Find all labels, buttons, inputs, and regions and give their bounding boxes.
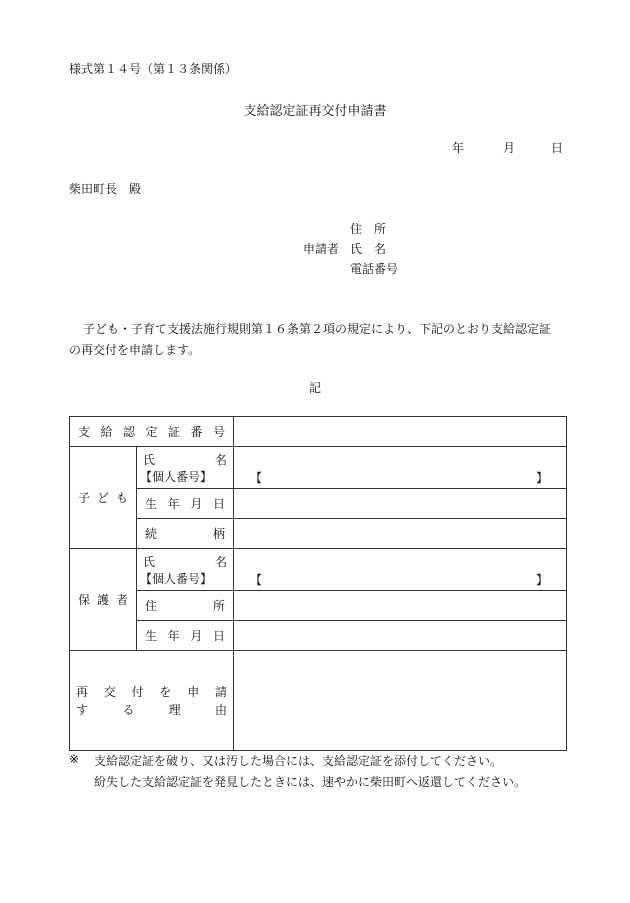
guardian-address-field[interactable] <box>234 591 567 621</box>
child-name-label-cell <box>137 447 234 489</box>
cert-number-label-cell <box>70 417 234 447</box>
guardian-name-label: 氏 名 <box>143 554 228 569</box>
child-mynumber-field[interactable]: 【 】 <box>250 471 548 485</box>
application-table <box>69 416 567 751</box>
document-title: 支給認定証再交付申請書 <box>243 104 387 119</box>
child-relation-label-cell <box>137 519 234 549</box>
addressee: 柴田町長 殿 <box>69 182 142 196</box>
child-name-field[interactable] <box>234 447 567 489</box>
child-relation-field[interactable] <box>234 519 567 549</box>
cert-number-field[interactable] <box>234 417 567 447</box>
applicant-name-label: 氏 名 <box>350 242 387 256</box>
guardian-address-label: 住 所 <box>145 599 226 613</box>
guardian-birth-field[interactable] <box>234 621 567 651</box>
child-label-cell <box>70 447 137 549</box>
note-mark: ※ <box>69 752 80 766</box>
ki-heading: 記 <box>308 381 321 395</box>
date-month-label: 月 <box>503 141 516 155</box>
guardian-mynumber-label: 【個人番号】 <box>140 571 213 586</box>
guardian-label-cell <box>70 549 137 651</box>
guardian-name-label-cell <box>137 549 234 591</box>
cert-number-label: 支 給 認 定 証 番 号 <box>78 425 226 439</box>
reason-field[interactable] <box>234 651 567 751</box>
note-line-1: 支給認定証を破り、又は汚した場合には、支給認定証を添付してください。 <box>94 754 503 768</box>
body-text-line-2: の再交付を申請します。 <box>69 343 201 357</box>
applicant-phone-label: 電話番号 <box>350 262 399 276</box>
guardian-name-field[interactable] <box>234 549 567 591</box>
guardian-label: 保 護 者 <box>78 593 128 607</box>
applicant-address-label: 住 所 <box>350 222 387 236</box>
child-birth-field[interactable] <box>234 489 567 519</box>
child-birth-label: 生 年 月 日 <box>145 497 225 511</box>
guardian-mynumber-field[interactable]: 【 】 <box>250 573 548 587</box>
form-number: 様式第１４号（第１３条関係） <box>69 62 238 76</box>
note-line-2: 紛失した支給認定証を発見したときには、速やかに柴田町へ返還してください。 <box>94 775 527 789</box>
child-birth-label-cell <box>137 489 234 519</box>
body-text-line-1: 子ども・子育て支援法施行規則第１６条第２項の規定により、下記のとおり支給認定証 <box>83 322 552 336</box>
guardian-address-label-cell <box>137 591 234 621</box>
child-name-label: 氏 名 <box>143 452 228 467</box>
reason-label-cell <box>70 651 234 751</box>
child-label: 子 ど も <box>78 491 128 505</box>
reason-label: 再 交 付 を 申 請 す る 理 由 <box>76 684 227 717</box>
date-year-label: 年 <box>452 141 465 155</box>
applicant-label: 申請者 <box>303 242 340 256</box>
guardian-birth-label: 生 年 月 日 <box>145 629 225 643</box>
child-mynumber-label: 【個人番号】 <box>140 469 213 484</box>
guardian-birth-label-cell <box>137 621 234 651</box>
child-relation-label: 続 柄 <box>145 527 226 541</box>
date-day-label: 日 <box>551 141 564 155</box>
